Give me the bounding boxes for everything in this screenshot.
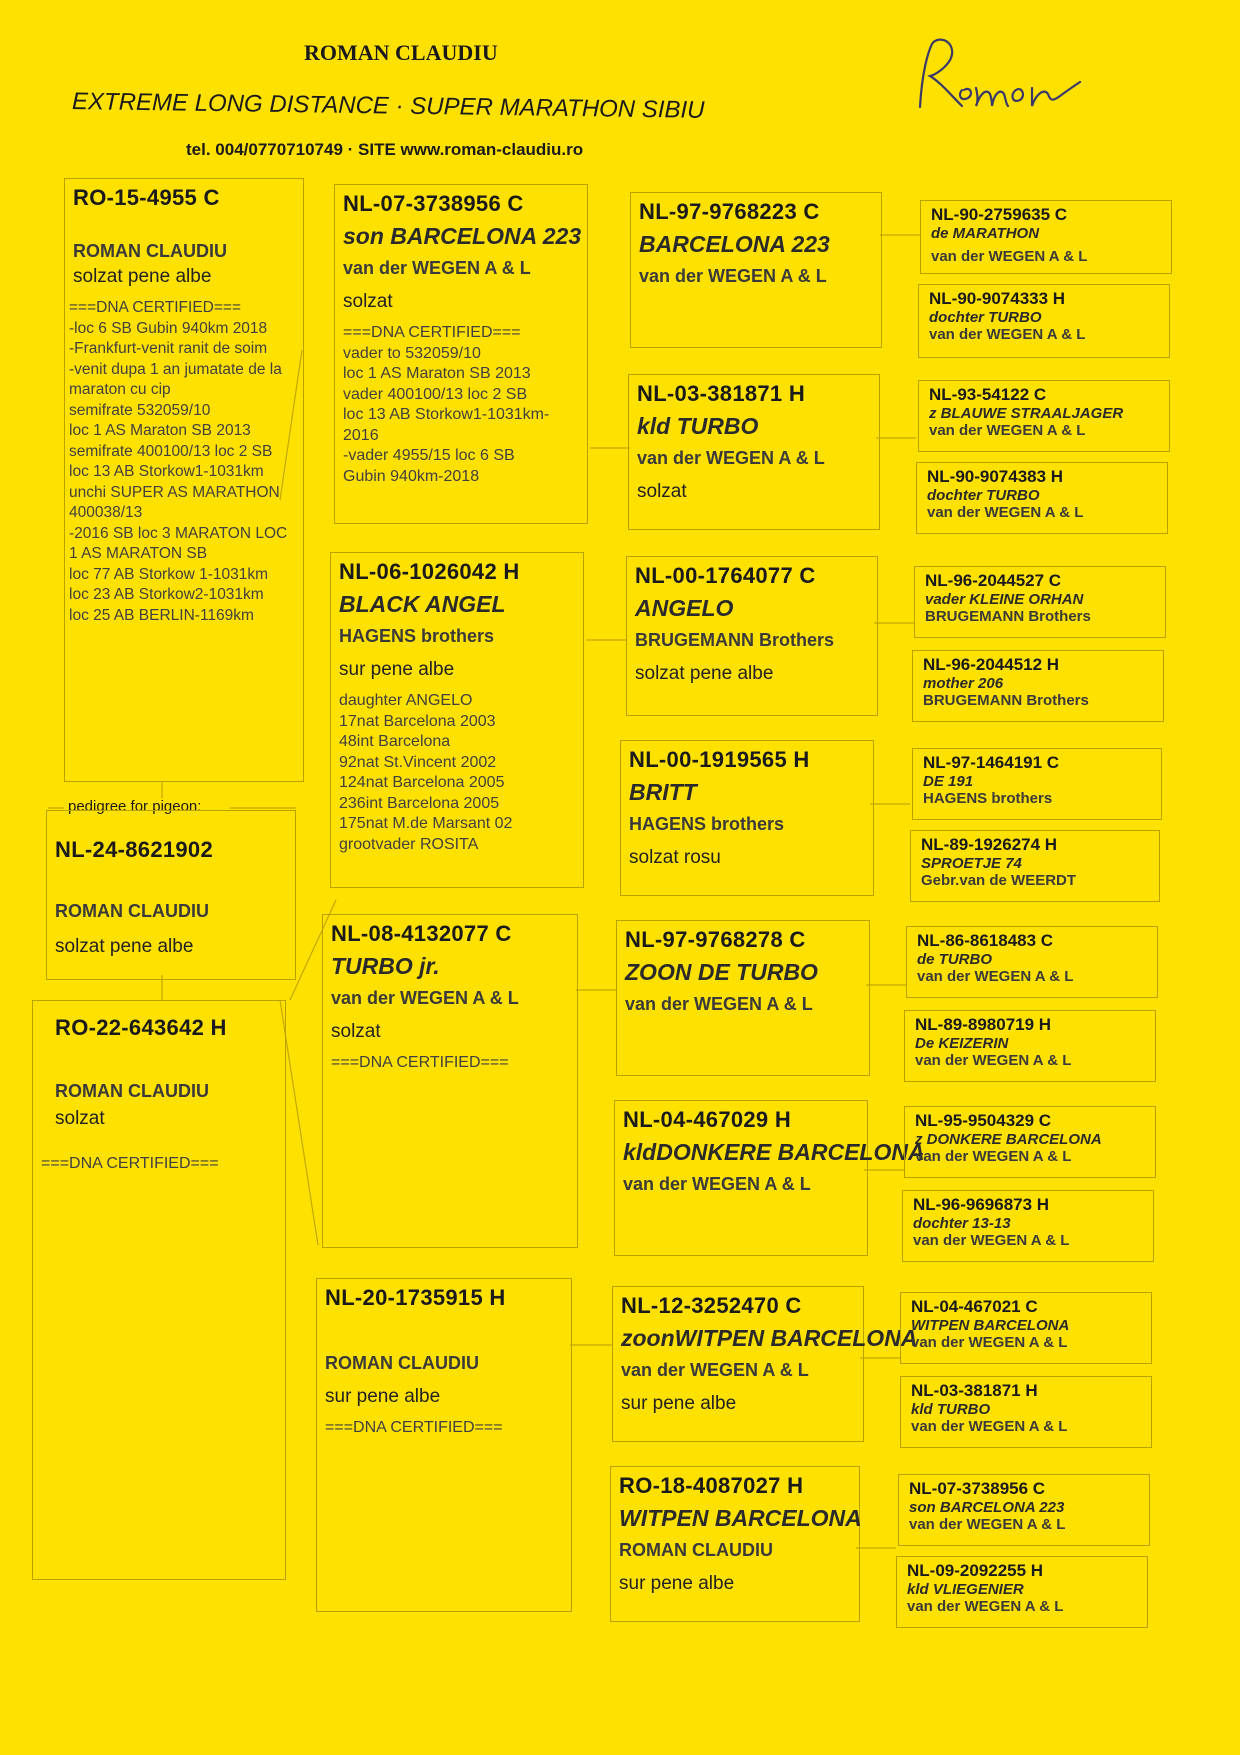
pigeon-ring: NL-03-381871 H [637,381,806,406]
header-contact: tel. 004/0770710749 · SITE www.roman-claudiu.ro [186,140,584,159]
gen4-box-9 [906,926,1158,998]
note-line: ===DNA CERTIFIED=== [325,1419,503,1436]
pigeon-name: kld VLIEGENIER [907,1581,1024,1598]
pigeon-name: de TURBO [917,951,992,968]
pigeon-breeder: van der WEGEN A & L [929,326,1086,343]
note-line: vader 400100/13 loc 2 SB [343,385,528,403]
pedigree-label: pedigree for pigeon: [64,798,205,815]
note-line: daughter ANGELO [339,692,473,709]
note-line: -Frankfurt-venit ranit de soim [69,340,268,357]
mother-box [32,1000,286,1580]
pigeon-ring: NL-08-4132077 C [331,921,512,946]
pigeon-ring: RO-18-4087027 H [619,1473,804,1498]
pigeon-name: WITPEN BARCELONA [619,1505,862,1531]
father-ring: RO-15-4955 C [73,185,220,210]
pigeon-ring: NL-96-2044512 H [923,655,1060,674]
note-line: Gubin 940km-2018 [343,467,480,485]
sire-dam-box [330,552,584,888]
gen4-box-13 [900,1292,1152,1364]
pigeon-breeder: van der WEGEN A & L [621,1360,809,1380]
gen4-box-14 [900,1376,1152,1448]
pigeon-name: z BLAUWE STRAALJAGER [929,405,1124,422]
note-line: 175nat M.de Marsant 02 [339,815,513,832]
breeder-title: ROMAN CLAUDIU [304,40,498,65]
pigeon-breeder: van der WEGEN A & L [623,1174,811,1194]
gen3-box-5 [616,920,870,1076]
pigeon-name: son BARCELONA 223 [343,223,582,249]
pigeon-name: WITPEN BARCELONA [911,1317,1070,1334]
pigeon-name: ZOON DE TURBO [625,959,818,985]
pigeon-ring: NL-12-3252470 C [621,1293,802,1318]
pigeon-ring: NL-93-54122 C [929,385,1047,404]
header-subtitle: EXTREME LONG DISTANCE · SUPER MARATHON SIBIU [71,88,705,124]
subject-color: solzat pene albe [55,936,194,957]
note-line: loc 1 AS Maraton SB 2013 [343,365,531,382]
father-notes [69,298,295,626]
pigeon-breeder: van der WEGEN A & L [915,1052,1072,1069]
pigeon-color: solzat [637,481,687,502]
pigeon-breeder: van der WEGEN A & L [637,448,825,468]
mother-color: solzat [55,1108,105,1129]
pigeon-name: zoonWITPEN BARCELONA [621,1325,918,1351]
pigeon-breeder: van der WEGEN A & L [917,968,1074,985]
pigeon-ring: NL-89-8980719 H [915,1015,1052,1034]
note-line: vader to 532059/10 [343,344,481,362]
note-line: -2016 SB loc 3 MARATON LOC 1 AS MARATON SB [69,524,288,562]
gen4-box-5 [914,566,1166,638]
gen3-box-2 [628,374,880,530]
pigeon-name: kld TURBO [911,1401,991,1418]
note-line: 124nat Barcelona 2005 [339,774,505,791]
pigeon-name: de MARATHON [931,225,1040,242]
subject-box [46,810,296,980]
pigeon-breeder: van der WEGEN A & L [639,266,827,286]
note-line: grootvader ROSITA [339,835,479,853]
pigeon-ring: NL-04-467029 H [623,1107,792,1132]
pigeon-ring: NL-86-8618483 C [917,931,1054,950]
pigeon-ring: NL-06-1026042 H [339,559,520,584]
pigeon-ring: NL-97-9768278 C [625,927,806,952]
pigeon-name: vader KLEINE ORHAN [925,591,1084,608]
gen3-box-1 [630,192,882,348]
pigeon-color: solzat [331,1021,381,1042]
dam-dam-box [316,1278,572,1612]
sire-sire-box [334,184,588,524]
pigeon-ring: NL-00-1764077 C [635,563,816,588]
pigeon-breeder: van der WEGEN A & L [911,1334,1068,1351]
pigeon-breeder: HAGENS brothers [923,790,1053,807]
gen4-box-7 [912,748,1162,820]
pigeon-ring: NL-20-1735915 H [325,1285,506,1310]
pigeon-breeder: van der WEGEN A & L [913,1232,1070,1249]
note-line: -loc 6 SB Gubin 940km 2018 [69,319,268,337]
pigeon-ring: NL-07-3738956 C [343,191,524,216]
note-line: ===DNA CERTIFIED=== [41,1155,219,1172]
pigeon-notes [325,1418,563,1438]
pigeon-breeder: van der WEGEN A & L [911,1418,1068,1435]
gen4-box-8 [910,830,1160,902]
gen3-box-6 [614,1100,925,1256]
gen4-box-2 [918,284,1170,358]
pigeon-name: dochter 13-13 [913,1215,1011,1232]
pigeon-color: sur pene albe [621,1393,737,1414]
pigeon-breeder: HAGENS brothers [339,626,495,646]
mother-notes [41,1154,277,1174]
pigeon-ring: NL-90-2759635 C [931,205,1068,224]
pigeon-color: sur pene albe [619,1573,735,1594]
pigeon-name: son BARCELONA 223 [909,1499,1065,1516]
gen4-box-4 [916,462,1168,534]
pigeon-breeder: BRUGEMANN Brothers [925,608,1091,625]
gen4-box-6 [912,650,1164,722]
gen3-box-3 [626,556,878,716]
pigeon-breeder: van der WEGEN A & L [927,504,1084,521]
pigeon-breeder: van der WEGEN A & L [929,422,1086,439]
mother-breeder: ROMAN CLAUDIU [55,1081,209,1101]
subject-ring: NL-24-8621902 [55,837,213,862]
pigeon-name: z DONKERE BARCELONA [915,1131,1102,1148]
pigeon-ring: NL-97-1464191 C [923,753,1060,772]
gen4-box-16 [896,1556,1148,1628]
note-line: loc 77 AB Storkow 1-1031km [69,565,269,583]
pigeon-ring: NL-09-2092255 H [907,1561,1044,1580]
gen4-box-12 [902,1190,1154,1262]
note-line: semifrate 532059/10 [69,401,211,419]
pigeon-notes [331,1053,569,1073]
pigeon-ring: NL-96-9696873 H [913,1195,1050,1214]
pigeon-ring: NL-04-467021 C [911,1297,1038,1316]
note-line: 236int Barcelona 2005 [339,794,500,812]
pigeon-ring: NL-95-9504329 C [915,1111,1052,1130]
pigeon-breeder: van der WEGEN A & L [907,1598,1064,1615]
pigeon-notes [343,323,579,487]
note-line: -venit dupa 1 an jumatate de la maraton cu cip [69,360,282,398]
note-line: 92nat St.Vincent 2002 [339,753,497,771]
pigeon-breeder: van der WEGEN A & L [931,248,1088,265]
pigeon-breeder: BRUGEMANN Brothers [923,692,1089,709]
pigeon-breeder: Gebr.van de WEERDT [921,872,1077,889]
pigeon-name: kld TURBO [637,413,759,439]
pigeon-color: solzat rosu [629,847,721,868]
note-line: ===DNA CERTIFIED=== [343,324,521,341]
pigeon-breeder: HAGENS brothers [629,814,785,834]
pigeon-name: BARCELONA 223 [639,231,830,257]
note-line: loc 1 AS Maraton SB 2013 [69,422,251,439]
pigeon-ring: NL-89-1926274 H [921,835,1058,854]
pigeon-color: solzat pene albe [635,663,774,684]
pigeon-ring: NL-07-3738956 C [909,1479,1046,1498]
pigeon-ring: NL-96-2044527 C [925,571,1062,590]
pigeon-breeder: van der WEGEN A & L [909,1516,1066,1533]
gen4-box-3 [918,380,1170,452]
pigeon-breeder: van der WEGEN A & L [331,988,519,1008]
pigeon-name: ANGELO [635,595,734,621]
father-breeder: ROMAN CLAUDIU [73,241,227,261]
gen4-box-1 [920,200,1172,274]
note-line: 17nat Barcelona 2003 [339,712,496,730]
pigeon-name: BRITT [629,779,697,805]
pigeon-breeder: ROMAN CLAUDIU [619,1540,773,1560]
note-line: unchi SUPER AS MARATHON 400038/13 [69,483,280,521]
pigeon-color: solzat [343,291,393,312]
pigeon-name: kldDONKERE BARCELONA [623,1139,925,1165]
note-line: loc 25 AB BERLIN-1169km [69,606,254,624]
gen3-box-4 [620,740,874,896]
gen4-box-11 [904,1106,1156,1178]
gen4-box-10 [904,1010,1156,1082]
pigeon-ring: NL-90-9074333 H [929,289,1066,308]
note-line: -vader 4955/15 loc 6 SB [343,447,515,464]
note-line: 48int Barcelona [339,733,451,750]
mother-ring: RO-22-643642 H [55,1015,227,1040]
dam-sire-box [322,914,578,1248]
pigeon-breeder: van der WEGEN A & L [625,994,813,1014]
pigeon-color: sur pene albe [339,659,455,680]
father-box [64,178,304,782]
pigeon-name: SPROETJE 74 [921,855,1022,872]
pigeon-breeder: ROMAN CLAUDIU [325,1353,479,1373]
pigeon-name: BLACK ANGEL [339,591,506,617]
pigeon-name: TURBO jr. [331,953,440,979]
gen4-box-15 [898,1474,1150,1546]
gen3-box-8 [610,1466,860,1622]
pigeon-breeder: van der WEGEN A & L [343,258,531,278]
note-line: semifrate 400100/13 loc 2 SB loc 13 AB Storkow1-1031km [69,442,273,480]
pigeon-name: DE 191 [923,773,974,790]
pigeon-name: mother 206 [923,675,1004,692]
note-line: ===DNA CERTIFIED=== [331,1054,509,1071]
pigeon-name: dochter TURBO [929,309,1042,326]
pigeon-breeder: van der WEGEN A & L [915,1148,1072,1165]
note-line: loc 23 AB Storkow2-1031km [69,586,264,603]
pigeon-notes [339,691,575,855]
subject-breeder: ROMAN CLAUDIU [55,901,209,921]
pigeon-name: dochter TURBO [927,487,1040,504]
pigeon-ring: NL-03-381871 H [911,1381,1038,1400]
pigeon-color: sur pene albe [325,1386,441,1407]
note-line: loc 13 AB Storkow1-1031km-2016 [343,406,550,444]
pigeon-ring: NL-97-9768223 C [639,199,820,224]
pigeon-breeder: BRUGEMANN Brothers [635,630,835,650]
pigeon-ring: NL-90-9074383 H [927,467,1064,486]
father-color: solzat pene albe [73,266,212,287]
pigeon-ring: NL-00-1919565 H [629,747,810,772]
pigeon-name: De KEIZERIN [915,1035,1009,1052]
note-line: ===DNA CERTIFIED=== [69,299,242,316]
gen3-box-7 [612,1286,918,1442]
